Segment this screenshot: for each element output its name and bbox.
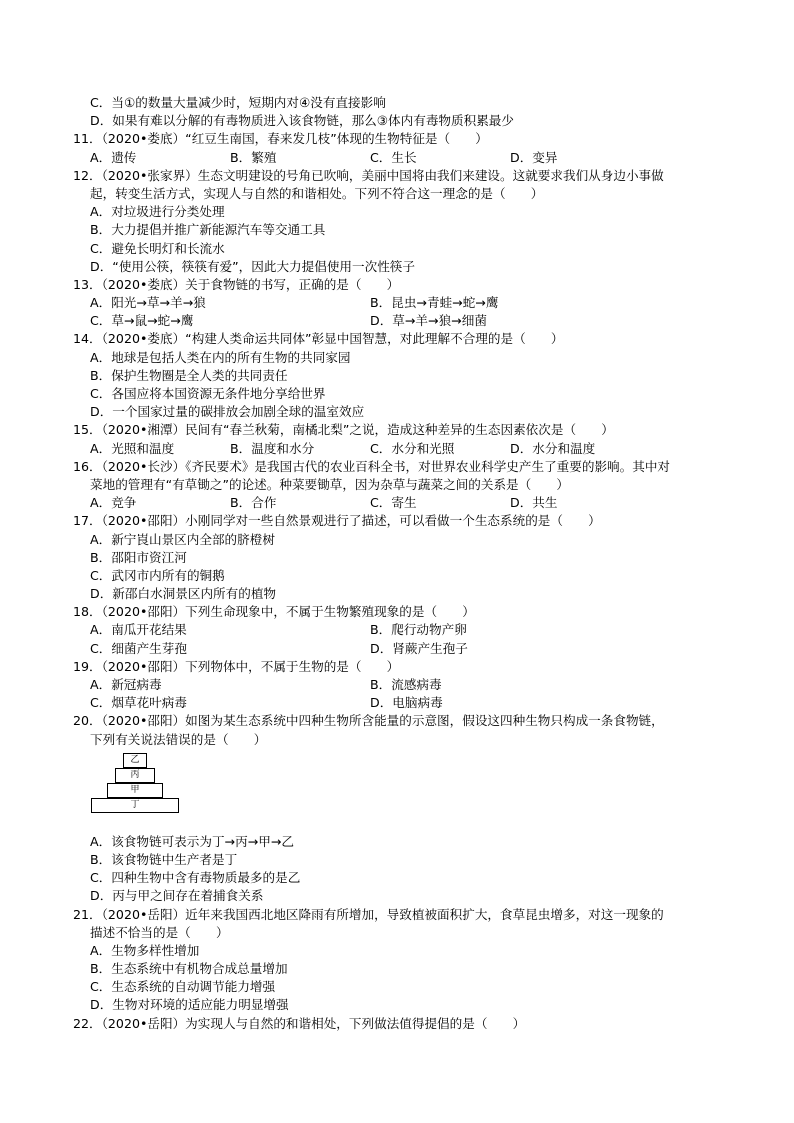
option-choice: C．水分和光照 bbox=[370, 440, 455, 456]
options-row bbox=[73, 149, 733, 167]
option-choice: A．遗传 bbox=[90, 149, 137, 165]
options-row bbox=[73, 621, 733, 639]
question-text: D．一个国家过量的碳排放会加剧全球的温室效应 bbox=[90, 404, 365, 420]
question-text: 菜地的管理有“有草锄之”的论述。种菜要锄草，因为杂草与蔬菜之间的关系是（ ） bbox=[90, 476, 570, 492]
option-choice: B．爬行动物产卵 bbox=[370, 622, 467, 638]
question-text: 描述不恰当的是（ ） bbox=[90, 924, 229, 940]
options-row bbox=[73, 312, 733, 330]
question-stem: 14．（2020•娄底）“构建人类命运共同体”彰显中国智慧，对此理解不合理的是（ ） bbox=[73, 331, 564, 347]
question-stem: 21．（2020•岳阳）近年来我国西北地区降雨有所增加，导致植被面积扩大，食草昆虫增多，对这一现象的 bbox=[73, 906, 664, 922]
question-text: C．各国应将本国资源无条件地分享给世界 bbox=[90, 386, 326, 401]
option-choice: A．南瓜开花结果 bbox=[90, 622, 187, 638]
question-text: C．四种生物中含有毒物质最多的是乙 bbox=[90, 870, 301, 886]
question-text: C．当①的数量大量减少时，短期内对④没有直接影响 bbox=[90, 95, 386, 110]
option-choice: B．温度和水分 bbox=[230, 440, 315, 456]
options-row bbox=[73, 494, 733, 512]
question-text: A．对垃圾进行分类处理 bbox=[90, 204, 225, 220]
question-text: B．保护生物圈是全人类的共同责任 bbox=[90, 367, 288, 383]
option-choice: B．合作 bbox=[230, 495, 277, 511]
option-choice: D．肾蕨产生孢子 bbox=[370, 640, 468, 656]
options-row bbox=[73, 694, 733, 712]
question-text: B．大力提倡并推广新能源汽车等交通工具 bbox=[90, 222, 326, 238]
question-text: A．地球是包括人类在内的所有生物的共同家园 bbox=[90, 349, 351, 365]
option-choice: A．阳光→草→羊→狼 bbox=[90, 295, 206, 311]
option-choice: D．变异 bbox=[510, 149, 558, 165]
options-row bbox=[73, 640, 733, 658]
option-choice: B．繁殖 bbox=[230, 149, 277, 165]
question-text: D．“使用公筷，筷筷有爱”，因此大力提倡使用一次性筷子 bbox=[90, 258, 415, 274]
question-stem: 12．（2020•张家界）生态文明建设的号角已吹响，美丽中国将由我们来建设。这就要求我们从身边小事做 bbox=[73, 167, 664, 183]
option-choice: A．新冠病毒 bbox=[90, 677, 162, 692]
options-row bbox=[73, 676, 733, 694]
question-stem: 11．（2020•娄底）“红豆生南国，春来发几枝”体现的生物特征是（ ） bbox=[73, 131, 488, 147]
option-choice: D．水分和温度 bbox=[510, 440, 596, 456]
option-choice: B．昆虫→青蛙→蛇→鹰 bbox=[370, 295, 499, 311]
energy-pyramid-figure bbox=[73, 751, 733, 831]
pyramid-tier: 丁 bbox=[91, 798, 179, 813]
option-choice: D．草→羊→狼→细菌 bbox=[370, 313, 487, 329]
option-choice: C．生长 bbox=[370, 149, 417, 165]
option-choice: D．共生 bbox=[510, 495, 558, 511]
option-choice: C．烟草花叶病毒 bbox=[90, 695, 187, 711]
pyramid-tier: 乙 bbox=[123, 753, 147, 768]
question-text: B．邵阳市资江河 bbox=[90, 549, 187, 565]
question-stem: 13．（2020•娄底）关于食物链的书写，正确的是（ ） bbox=[73, 276, 400, 292]
question-stem: 18．（2020•邵阳）下列生命现象中，不属于生物繁殖现象的是（ ） bbox=[73, 604, 475, 620]
question-text: D．丙与甲之间存在着捕食关系 bbox=[90, 888, 264, 904]
question-text: D．生物对环境的适应能力明显增强 bbox=[90, 997, 289, 1013]
question-text: A．生物多样性增加 bbox=[90, 942, 200, 958]
question-text: C．生态系统的自动调节能力增强 bbox=[90, 979, 276, 995]
question-text: A．新宁崀山景区内全部的脐橙树 bbox=[90, 531, 275, 547]
question-text: B．该食物链中生产者是丁 bbox=[90, 851, 238, 867]
question-text: C．武冈市内所有的铜鹅 bbox=[90, 567, 225, 583]
exam-page bbox=[73, 94, 733, 1033]
question-text: D．如果有难以分解的有毒物质进入该食物链，那么③体内有毒物质积累最少 bbox=[90, 113, 514, 129]
question-text: D．新邵白水洞景区内所有的植物 bbox=[90, 586, 277, 602]
option-choice: A．光照和温度 bbox=[90, 440, 175, 456]
pyramid-tier: 甲 bbox=[107, 783, 163, 798]
question-text: B．生态系统中有机物合成总量增加 bbox=[90, 961, 288, 977]
question-stem: 15．（2020•湘潭）民间有“春兰秋菊，南橘北梨”之说，造成这种差异的生态因素依次是（ ） bbox=[73, 422, 614, 438]
option-choice: C．寄生 bbox=[370, 495, 417, 511]
option-choice: C．草→鼠→蛇→鹰 bbox=[90, 313, 194, 329]
question-stem: 17．（2020•邵阳）小刚同学对一些自然景观进行了描述，可以看做一个生态系统的是（ ） bbox=[73, 513, 601, 529]
question-text: 起，转变生活方式，实现人与自然的和谐相处。下列不符合这一理念的是（ ） bbox=[90, 185, 544, 201]
question-text: C．避免长明灯和长流水 bbox=[90, 240, 225, 256]
option-choice: A．竞争 bbox=[90, 495, 137, 511]
question-stem: 22．（2020•岳阳）为实现人与自然的和谐相处，下列做法值得提倡的是（ ） bbox=[73, 1015, 526, 1031]
options-row bbox=[73, 294, 733, 312]
question-stem: 16．（2020•长沙）《齐民要术》是我国古代的农业百科全书，对世界农业科学史产生了重要的影响。其中对 bbox=[73, 458, 671, 474]
question-stem: 19．（2020•邵阳）下列物体中，不属于生物的是（ ） bbox=[73, 658, 400, 674]
option-choice: D．电脑病毒 bbox=[370, 695, 443, 711]
question-text: 下列有关说法错误的是（ ） bbox=[90, 731, 267, 747]
option-choice: C．细菌产生芽孢 bbox=[90, 640, 187, 656]
option-choice: B．流感病毒 bbox=[370, 677, 442, 692]
options-row bbox=[73, 440, 733, 458]
pyramid-tier: 丙 bbox=[115, 768, 155, 783]
question-text: A．该食物链可表示为丁→丙→甲→乙 bbox=[90, 833, 294, 849]
question-stem: 20．（2020•邵阳）如图为某生态系统中四种生物所含能量的示意图，假设这四种生物只构成一条食物链， bbox=[73, 713, 664, 729]
